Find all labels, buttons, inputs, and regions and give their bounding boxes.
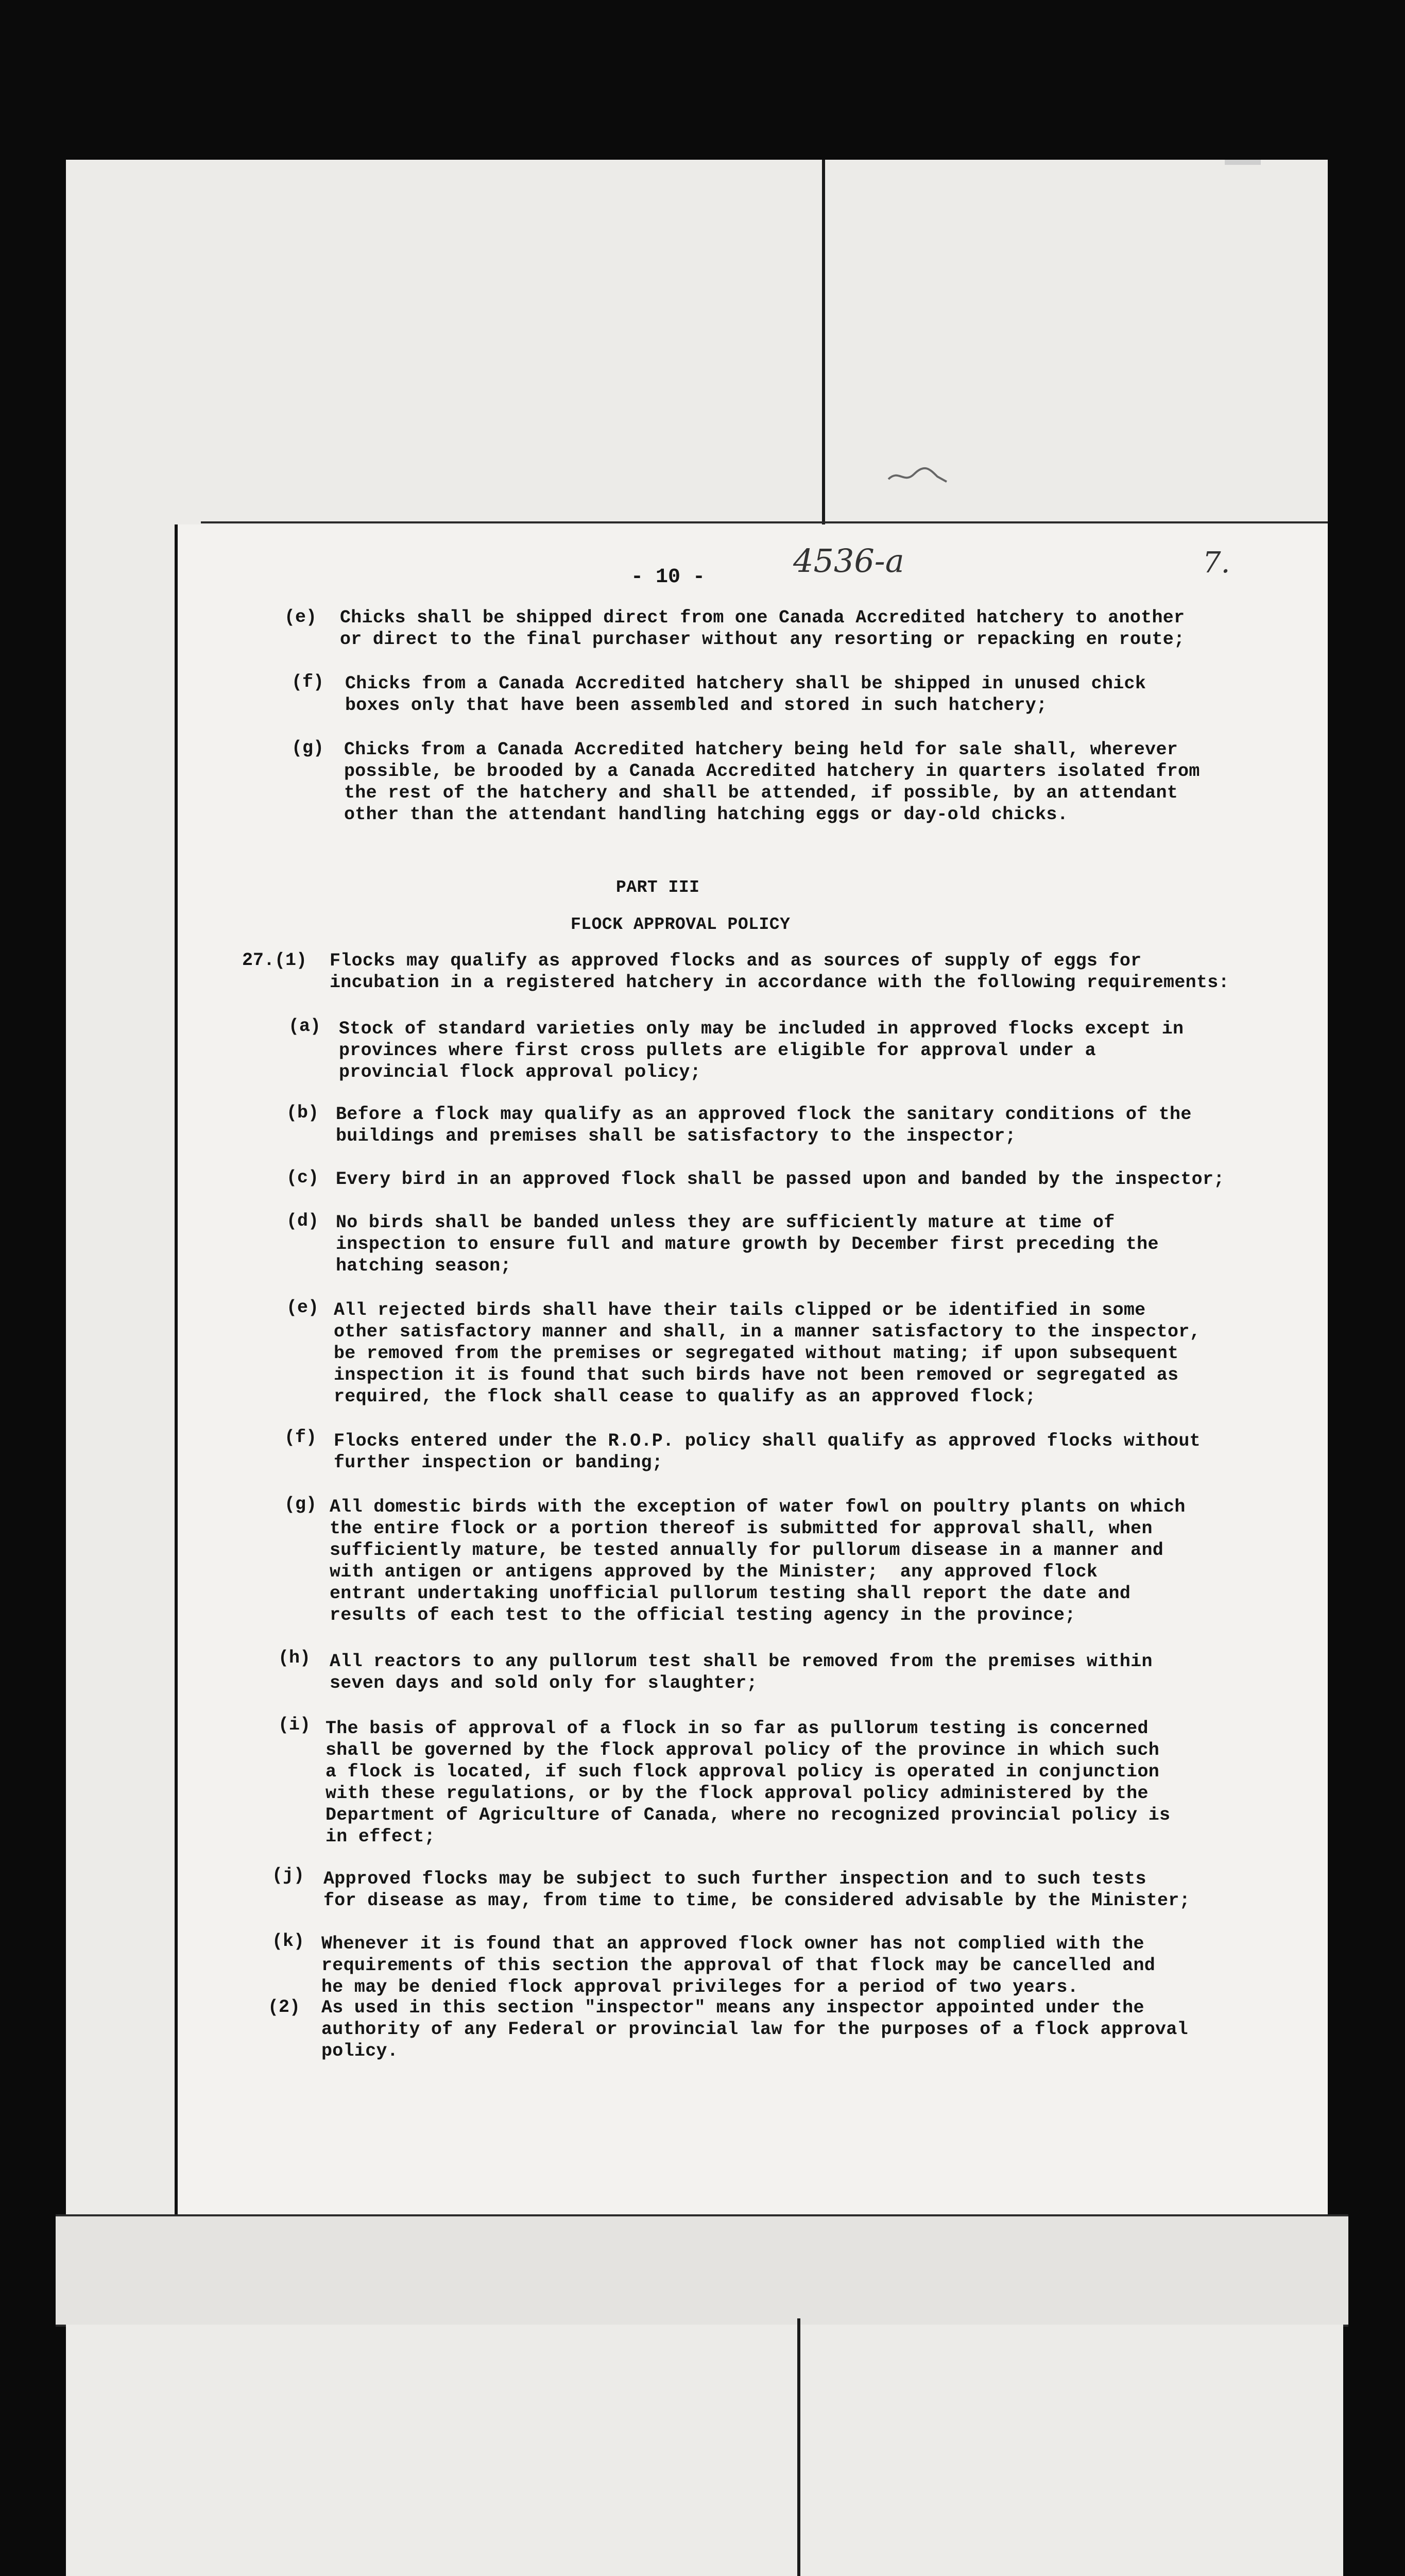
req-label-e: (e): [286, 1297, 319, 1318]
req-label-j: (j): [272, 1865, 305, 1886]
bottom-sheet: [66, 2325, 1343, 2576]
req-text-i: The basis of approval of a flock in so far as pullorum testing is concerned shall be governed by the flock approval policy of the province in which such a flock is located, if such flock approval policy is operated in conjunction with these regulations, or by the flock approval policy administered by the Department of Agriculture of Canada, where no recognized provincial policy is in effect;: [325, 1718, 1171, 1847]
handwritten-reference: 4536-a: [793, 542, 904, 580]
req-text-c: Every bird in an approved flock shall be passed upon and banded by the inspector;: [336, 1169, 1225, 1190]
req-text-e: All rejected birds shall have their tails clipped or be identified in some other satisfactory manner and shall, in a manner satisfactory to the inspector, be removed from the premises or segregated without mating; if upon subsequent inspection it is found that such birds have not been removed or segregated as required, the flock shall cease to qualify as an approved flock;: [334, 1300, 1201, 1407]
req-text-f: Flocks entered under the R.O.P. policy shall qualify as approved flocks without further inspection or banding;: [334, 1431, 1201, 1473]
paper-fold-band: [56, 2214, 1348, 2327]
req-label-d: (d): [286, 1211, 319, 1231]
req-label-k: (k): [272, 1931, 305, 1952]
req-text-h: All reactors to any pullorum test shall be removed from the premises within seven days and sold only for slaughter;: [330, 1651, 1153, 1693]
item-label-f: (f): [292, 672, 324, 692]
sheet-seam: [822, 160, 825, 531]
req-label-g: (g): [284, 1494, 317, 1515]
pencil-squiggle-icon: [886, 459, 953, 495]
subsection-2-label: (2): [268, 1997, 301, 2018]
page-number: - 10 -: [631, 566, 706, 589]
req-label-f: (f): [284, 1427, 317, 1448]
req-label-b: (b): [286, 1103, 319, 1123]
item-text-f: Chicks from a Canada Accredited hatchery shall be shipped in unused chick boxes only that have been assembled and stored in such hatchery;: [345, 673, 1146, 716]
req-text-k: Whenever it is found that an approved flock owner has not complied with the requirements of this section the approval of that flock may be cancelled and he may be denied flock approval privileges for a period of two years.: [321, 1934, 1156, 1997]
req-label-i: (i): [278, 1715, 311, 1735]
page-edge: [201, 521, 1328, 523]
item-label-e: (e): [284, 607, 317, 628]
section-number: 27.(1): [242, 950, 307, 971]
part-title: PART III: [616, 878, 700, 897]
item-label-g: (g): [292, 738, 324, 758]
handwritten-mark: 7.: [1203, 546, 1230, 580]
part-subtitle: FLOCK APPROVAL POLICY: [571, 915, 791, 934]
req-label-h: (h): [278, 1648, 311, 1668]
req-text-a: Stock of standard varieties only may be included in approved flocks except in provinces where first cross pullets are eligible for approval under a provincial flock approval policy;: [339, 1019, 1184, 1082]
req-text-d: No birds shall be banded unless they are sufficiently mature at time of inspection to ensure full and mature growth by December first preceding the hatching season;: [336, 1212, 1159, 1276]
subsection-2-text: As used in this section "inspector" means any inspector appointed under the authority of any Federal or provincial law for the purposes of a flock approval policy.: [321, 1997, 1188, 2061]
req-text-j: Approved flocks may be subject to such further inspection and to such tests for disease as may, from time to time, be considered advisable by the Minister;: [323, 1869, 1190, 1911]
item-text-e: Chicks shall be shipped direct from one Canada Accredited hatchery to another or direct to the final purchaser without any resorting or repacking en route;: [340, 607, 1185, 650]
req-label-a: (a): [288, 1016, 321, 1037]
req-text-g: All domestic birds with the exception of water fowl on poultry plants on which the entire flock or a portion thereof is submitted for approval shall, when sufficiently mature, be tested annually for pullorum disease in a manner and with antigen or antigens approved by the Minister; any approved flock entrant undertaking unofficial pullorum testing shall report the date and results of each test to the official testing agency in the province;: [330, 1497, 1186, 1625]
section-intro: Flocks may qualify as approved flocks and as sources of supply of eggs for incubation in a registered hatchery in accordance with the following requirements:: [330, 951, 1229, 993]
bottom-seam: [797, 2318, 800, 2576]
req-text-b: Before a flock may qualify as an approved flock the sanitary conditions of the buildings and premises shall be satisfactory to the inspector;: [336, 1104, 1192, 1146]
edge-mark: [1225, 160, 1261, 165]
req-label-c: (c): [286, 1167, 319, 1188]
item-text-g: Chicks from a Canada Accredited hatchery being held for sale shall, wherever possible, be brooded by a Canada Accredited hatchery in quarters isolated from the rest of the hatchery and shall be attended, if possible, by an attendant other than the attendant handling hatching eggs or day-old chicks.: [344, 739, 1200, 825]
